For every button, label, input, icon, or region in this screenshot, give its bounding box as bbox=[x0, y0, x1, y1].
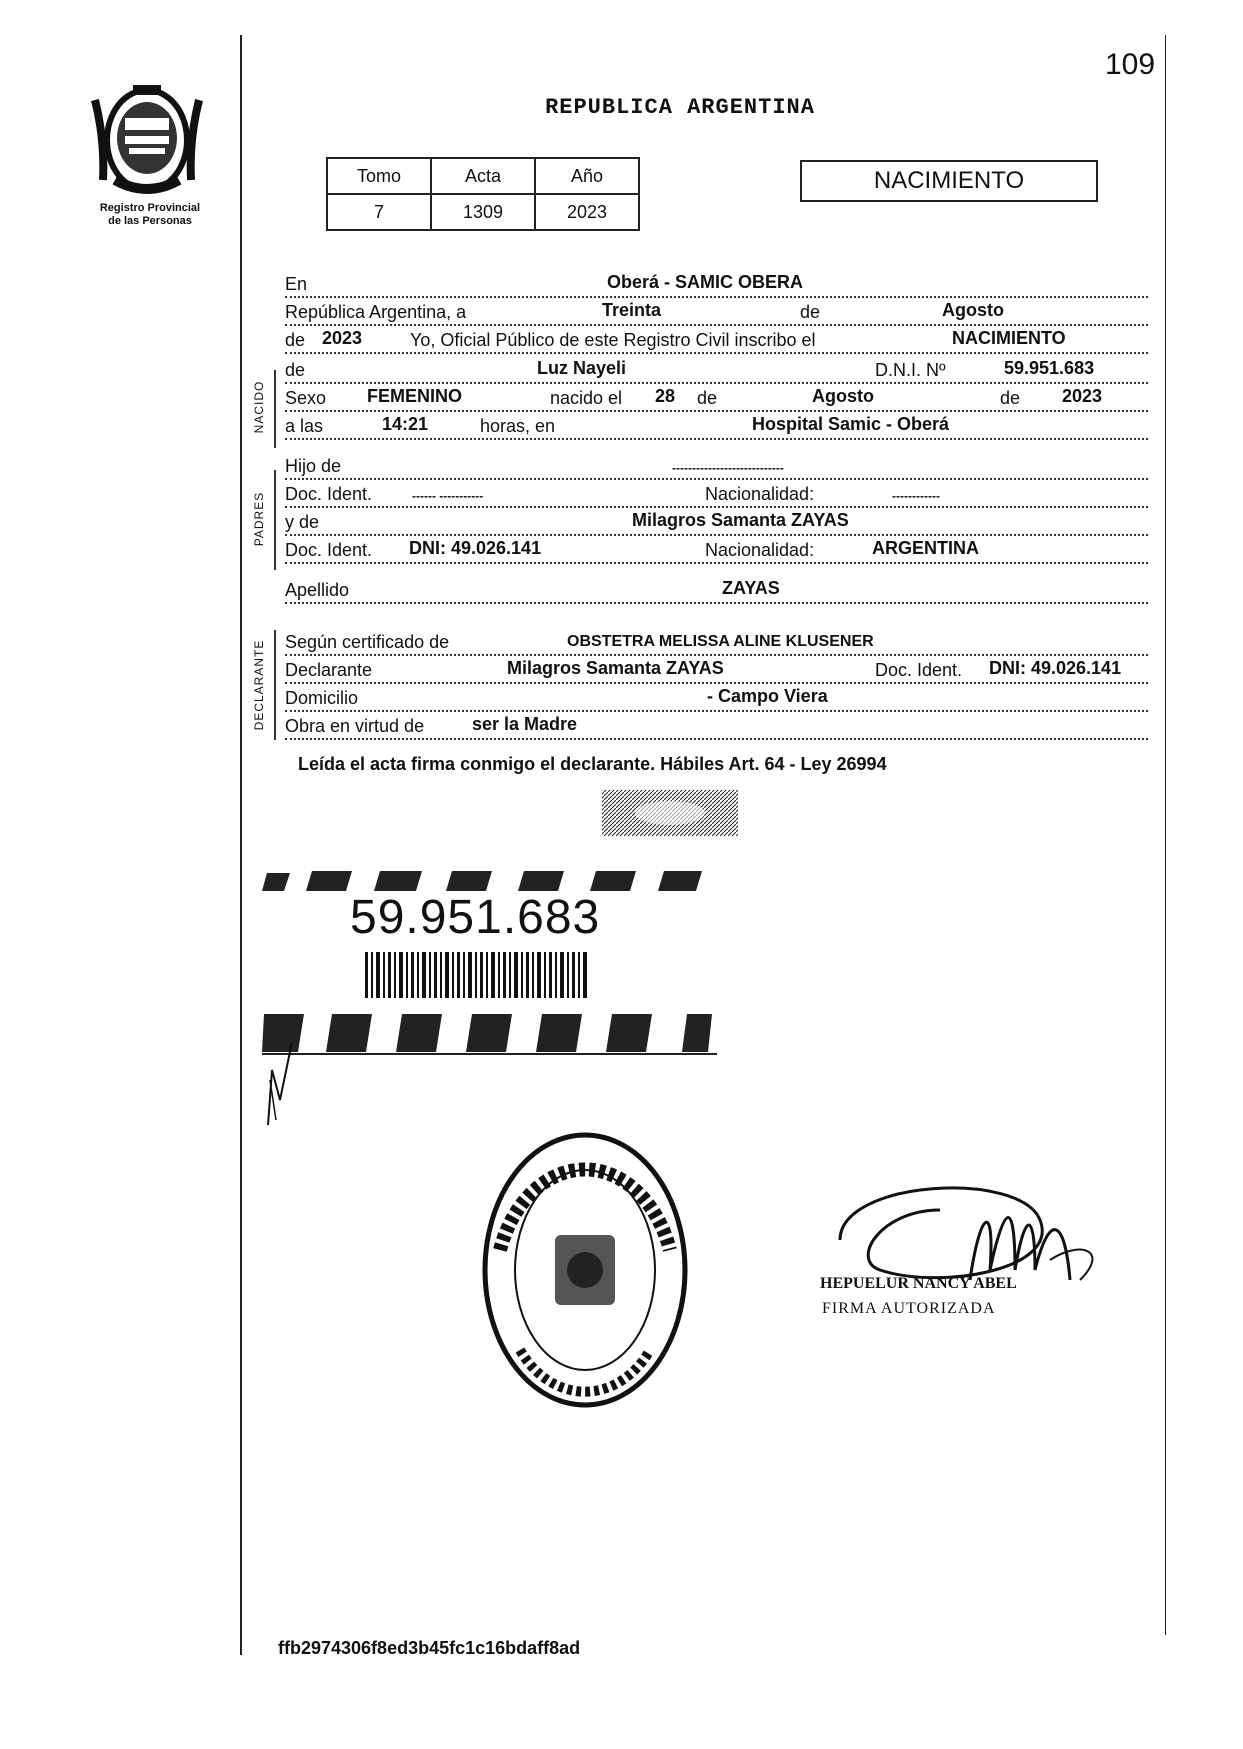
nacido-de-label-3: de bbox=[1000, 388, 1023, 409]
hatched-stamp-icon bbox=[600, 788, 740, 838]
tomo-value: 7 bbox=[327, 194, 431, 230]
mes-value: Agosto bbox=[942, 300, 1004, 320]
nacido-dni: 59.951.683 bbox=[1004, 358, 1095, 378]
barcode-icon bbox=[365, 952, 590, 998]
legal-note: Leída el acta firma conmigo el declarante. Hábiles Art. 64 - Ley 26994 bbox=[298, 754, 887, 774]
fecha-row bbox=[285, 298, 1148, 326]
initials-signature bbox=[262, 1040, 302, 1130]
official-name: HEPUELUR NANCY ABEL bbox=[820, 1275, 1017, 1292]
nacido-el-label: nacido el bbox=[550, 388, 625, 409]
declarante-label: Declarante bbox=[285, 660, 375, 681]
page-number: 109 bbox=[1105, 48, 1156, 81]
dia-value: Treinta bbox=[602, 300, 662, 320]
y-de-label: y de bbox=[285, 512, 322, 533]
fecha-label: República Argentina, a bbox=[285, 302, 469, 323]
registry-name: Registro Provincial de las Personas bbox=[99, 202, 201, 227]
anio-prefix: de bbox=[285, 330, 308, 351]
nacido-section-label: NACIDO bbox=[252, 380, 266, 434]
nacido-anio: 2023 bbox=[1062, 386, 1103, 406]
padre-doc-row bbox=[285, 480, 1148, 508]
nacido-dia: 28 bbox=[655, 386, 676, 406]
acta-value: 1309 bbox=[431, 194, 535, 230]
declarante-row bbox=[285, 656, 1148, 684]
madre-nacionalidad: ARGENTINA bbox=[872, 538, 979, 558]
hora-value: 14:21 bbox=[382, 414, 429, 434]
tomo-header: Tomo bbox=[327, 158, 431, 194]
horas-en-label: horas, en bbox=[480, 416, 558, 437]
security-strip-bottom bbox=[262, 1012, 717, 1060]
sexo-value: FEMENINO bbox=[367, 386, 463, 406]
nacimiento-lugar: Hospital Samic - Oberá bbox=[752, 414, 950, 434]
apellido-row bbox=[285, 576, 1148, 604]
registry-seal-stamp bbox=[480, 1130, 690, 1410]
declarante-doc: DNI: 49.026.141 bbox=[989, 658, 1122, 678]
madre-doc: DNI: 49.026.141 bbox=[409, 538, 542, 558]
left-margin-rule bbox=[240, 35, 242, 1655]
anio-value: 2023 bbox=[322, 328, 363, 348]
provincia-de-misiones-emblem bbox=[85, 80, 210, 200]
a-las-label: a las bbox=[285, 416, 326, 437]
tipo-inscripcion: NACIMIENTO bbox=[952, 328, 1066, 348]
inscripcion-row bbox=[285, 326, 1148, 354]
lugar-row bbox=[285, 270, 1148, 298]
obra-label: Obra en virtud de bbox=[285, 716, 427, 737]
padre-doc: ------ ----------- bbox=[412, 489, 484, 503]
country-title: REPUBLICA ARGENTINA bbox=[545, 95, 815, 120]
nacido-de-label-2: de bbox=[697, 388, 720, 409]
hijo-de-row bbox=[285, 452, 1148, 480]
apellido-value: ZAYAS bbox=[722, 578, 780, 598]
apellido-label: Apellido bbox=[285, 580, 352, 601]
declarante-bar bbox=[274, 630, 276, 740]
certificado-row bbox=[285, 628, 1148, 656]
dni-label: D.N.I. Nº bbox=[875, 360, 949, 381]
act-type-box: NACIMIENTO bbox=[800, 160, 1098, 202]
official-caption: FIRMA AUTORIZADA bbox=[822, 1300, 996, 1317]
nacido-nombre: Luz Nayeli bbox=[537, 358, 627, 378]
hora-row bbox=[285, 412, 1148, 440]
declarante-section-label: DECLARANTE bbox=[252, 639, 266, 731]
hijo-de-label: Hijo de bbox=[285, 456, 344, 477]
padres-section-label: PADRES bbox=[252, 491, 266, 547]
domicilio-row bbox=[285, 684, 1148, 712]
padres-bar bbox=[274, 470, 276, 570]
sexo-label: Sexo bbox=[285, 388, 329, 409]
anio-value: 2023 bbox=[535, 194, 639, 230]
domicilio-label: Domicilio bbox=[285, 688, 361, 709]
inscripcion-text: Yo, Oficial Público de este Registro Civil inscribo el bbox=[410, 330, 819, 351]
padre-nacionalidad: ------------ bbox=[892, 489, 940, 503]
nacido-nombre-row bbox=[285, 356, 1148, 384]
domicilio-value: - Campo Viera bbox=[707, 686, 828, 706]
nacido-mes: Agosto bbox=[812, 386, 874, 406]
lugar-value: Oberá - SAMIC OBERA bbox=[607, 272, 804, 292]
nacido-bar bbox=[274, 370, 276, 448]
de-label: de bbox=[800, 302, 823, 323]
lugar-label: En bbox=[285, 274, 310, 295]
document-hash: ffb2974306f8ed3b45fc1c16bdaff8ad bbox=[278, 1638, 581, 1658]
dni-number: 59.951.683 bbox=[350, 891, 601, 944]
padre-nacionalidad-label: Nacionalidad: bbox=[705, 484, 817, 505]
certificado-label: Según certificado de bbox=[285, 632, 452, 653]
certificado-value: OBSTETRA MELISSA ALINE KLUSENER bbox=[567, 633, 874, 650]
nacido-de-label: de bbox=[285, 360, 308, 381]
madre-row bbox=[285, 508, 1148, 536]
acta-header: Acta bbox=[431, 158, 535, 194]
right-margin-rule bbox=[1165, 35, 1166, 1635]
obra-row bbox=[285, 712, 1148, 740]
madre-nacionalidad-label: Nacionalidad: bbox=[705, 540, 817, 561]
madre-doc-row bbox=[285, 536, 1148, 564]
obra-value: ser la Madre bbox=[472, 714, 578, 734]
declarante-doc-label: Doc. Ident. bbox=[875, 660, 965, 681]
declarante-nombre: Milagros Samanta ZAYAS bbox=[507, 658, 724, 678]
anio-header: Año bbox=[535, 158, 639, 194]
madre-doc-label: Doc. Ident. bbox=[285, 540, 375, 561]
sexo-row bbox=[285, 384, 1148, 412]
padre-doc-label: Doc. Ident. bbox=[285, 484, 375, 505]
padre-nombre: ---------------------------- bbox=[672, 461, 784, 475]
madre-nombre: Milagros Samanta ZAYAS bbox=[632, 510, 849, 530]
acta-table bbox=[326, 157, 640, 231]
